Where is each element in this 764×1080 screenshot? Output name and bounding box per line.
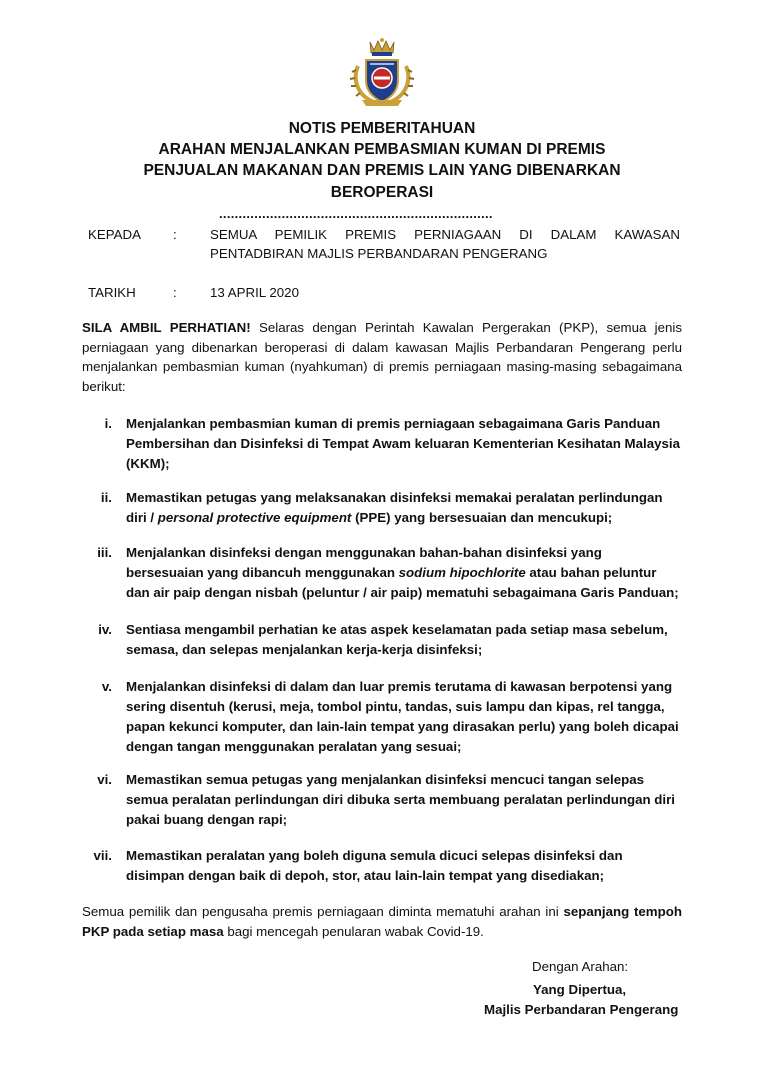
- closing-emphasis: sepanjang tempoh PKP pada setiap masa: [82, 904, 682, 939]
- item-text-part: Menjalankan disinfeksi di dalam dan luar premis terutama di kawasan berpotensi yang sering disentuh (kerusi, meja, tombol pintu, tandas, suis lampu dan kipas, rel tangga, papan kekunci komputer, dan lain-lain tempat yang dirasakan perlu) yang boleh dicapai dengan tangan menggunakan peralatan yang sesuai;: [126, 679, 679, 754]
- date-label: TARIKH: [88, 285, 136, 300]
- notice-subject-line-3: BEROPERASI: [330, 184, 434, 201]
- item-number: i.: [104, 416, 112, 431]
- item-text-part: Menjalankan pembasmian kuman di premis perniagaan sebagaimana Garis Panduan Pembersihan dan Disinfeksi di Tempat Awam keluaran Kementerian Kesihatan Malaysia (KKM);: [126, 416, 680, 471]
- to-row: [88, 225, 680, 265]
- municipal-crest-logo: [348, 36, 416, 108]
- closing-part-1: Semua pemilik dan pengusaha premis perniagaan diminta mematuhi arahan ini: [82, 904, 564, 919]
- item-text-part: atau bahan peluntur dan air paip dengan nisbah (peluntur / air paip) mematuhi sebagaimana Garis Panduan;: [126, 565, 679, 600]
- signature-title: Yang Dipertua,: [533, 982, 627, 997]
- closing-paragraph: [82, 902, 682, 941]
- date-colon: :: [173, 285, 177, 300]
- item-text-part: Menjalankan disinfeksi dengan menggunakan bahan-bahan disinfeksi yang bersesuaian yang dibancuh menggunakan: [126, 545, 602, 580]
- item-text-part: Memastikan semua petugas yang menjalankan disinfeksi mencuci tangan selepas semua peralatan perlindungan diri dibuka serta membuang peralatan perlindungan diri pakai buang dengan rapi;: [126, 772, 675, 827]
- item-text: [126, 414, 682, 474]
- item-text: [126, 770, 682, 830]
- item-text: [126, 846, 682, 886]
- item-text-part: Memastikan petugas yang melaksanakan disinfeksi memakai peralatan perlindungan diri /: [126, 490, 663, 525]
- item-number: v.: [101, 679, 112, 694]
- intro-paragraph: [82, 318, 682, 396]
- to-value: [210, 225, 680, 263]
- item-number: iv.: [98, 622, 112, 637]
- date-row: [88, 283, 680, 303]
- item-text: [126, 620, 682, 660]
- to-value-line-1: SEMUA PEMILIK PREMIS PERNIAGAAN DI DALAM KAWASAN: [210, 227, 680, 242]
- closing-part-2: bagi mencegah penularan wabak Covid-19.: [223, 923, 484, 939]
- item-text-part: Memastikan peralatan yang boleh diguna semula dicuci selepas disinfeksi dan disimpan dengan baik di depoh, stor, atau lain-lain tempat yang disediakan;: [126, 848, 623, 883]
- signature-organisation: Majlis Perbandaran Pengerang: [484, 1002, 679, 1017]
- signature-intro: Dengan Arahan:: [532, 959, 629, 974]
- intro-body: Selaras dengan Perintah Kawalan Pergerakan (PKP), semua jenis perniagaan yang dibenarkan beroperasi di dalam kawasan Majlis Perbandaran Pengerang perlu menjalankan pembasmian kuman (nyahkuman) di premis perniagaan masing-masing sebagaimana berikut:: [82, 320, 682, 394]
- item-number: vii.: [93, 848, 112, 863]
- to-label: KEPADA: [88, 227, 141, 242]
- title-divider: ......................................................................: [219, 206, 493, 221]
- item-text-italic: sodium hipochlorite: [398, 565, 526, 580]
- intro-lead: SILA AMBIL PERHATIAN!: [82, 320, 251, 335]
- item-text-part: (PPE) yang bersesuaian dan mencukupi;: [351, 510, 613, 525]
- notice-subject-line-2: PENJUALAN MAKANAN DAN PREMIS LAIN YANG DIBENARKAN: [143, 162, 621, 179]
- to-colon: :: [173, 227, 177, 242]
- notice-subject-line-1: ARAHAN MENJALANKAN PEMBASMIAN KUMAN DI PREMIS: [158, 141, 606, 158]
- item-number: ii.: [100, 490, 112, 505]
- item-text: [126, 488, 682, 528]
- date-value: 13 APRIL 2020: [210, 285, 299, 300]
- notice-title: NOTIS PEMBERITAHUAN: [288, 120, 476, 137]
- item-text: [126, 677, 682, 757]
- item-text-part: Sentiasa mengambil perhatian ke atas aspek keselamatan pada setiap masa sebelum, semasa, dan selepas menjalankan kerja-kerja disinfeksi;: [126, 622, 668, 657]
- item-number: vi.: [97, 772, 112, 787]
- item-number: iii.: [97, 545, 112, 560]
- item-text-italic: personal protective equipment: [157, 510, 352, 525]
- item-text: [126, 543, 682, 603]
- to-value-line-2: PENTADBIRAN MAJLIS PERBANDARAN PENGERANG: [210, 246, 548, 261]
